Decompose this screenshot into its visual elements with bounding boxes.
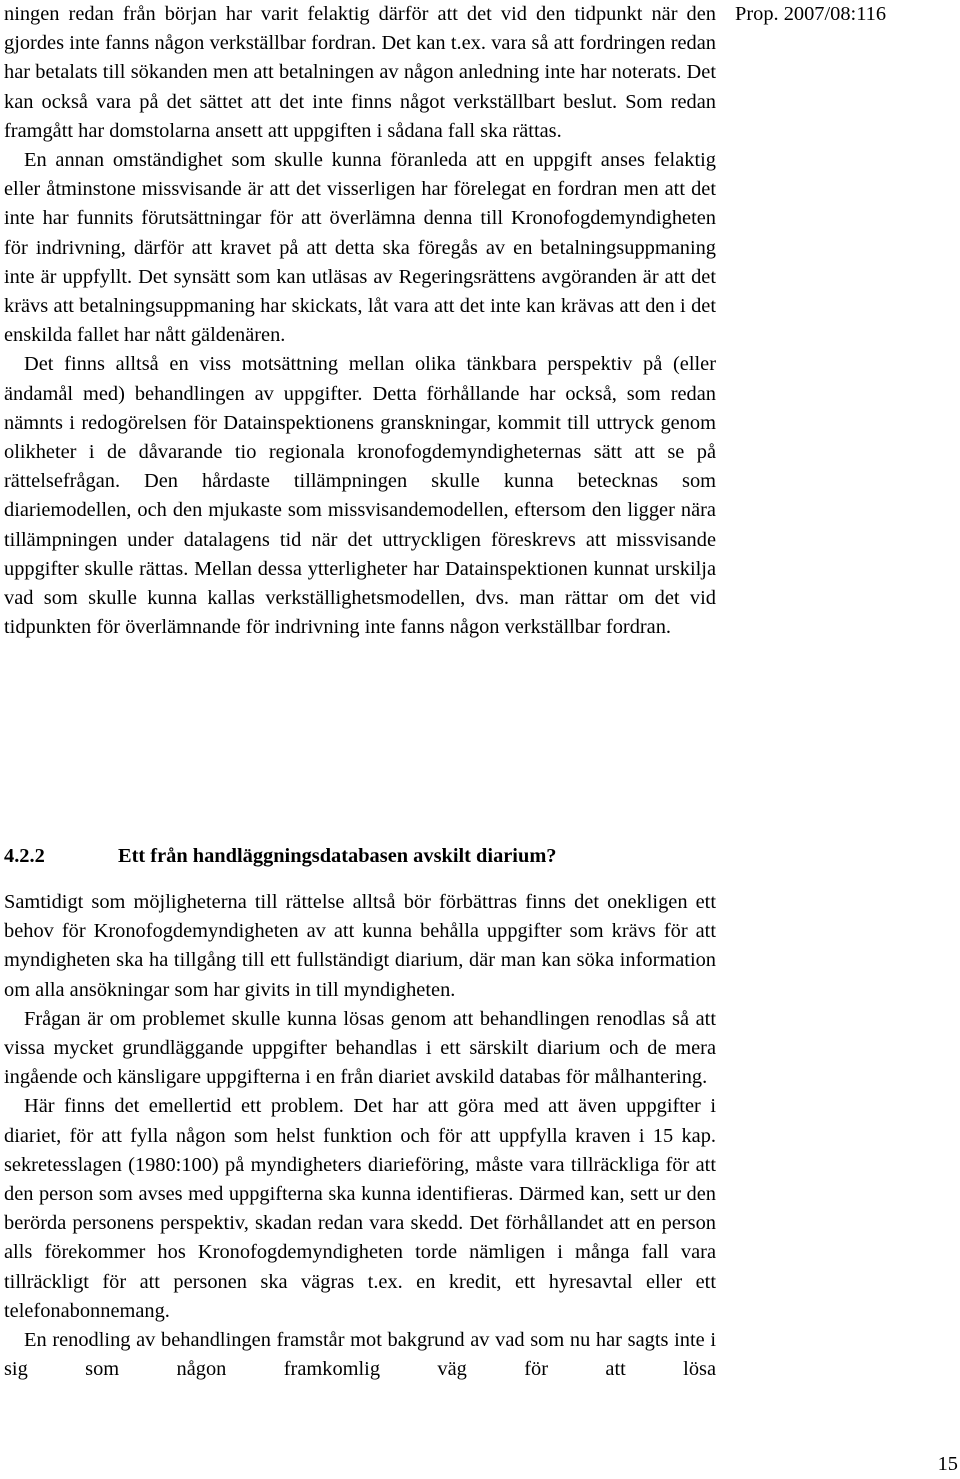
section-number: 4.2.2 bbox=[4, 845, 45, 867]
page-number: 15 bbox=[937, 1453, 958, 1475]
paragraph-continued: ningen redan från början har varit felaktig därför att det vid den tidpunkt när den gjordes inte fanns någon verkställbar fordran. Det kan t.ex. vara så att fordringen redan har betalats till sökanden men att betalningen av någon anledning inte har noterats. Det kan också vara på det sättet att det inte finns något verkställbart beslut. Som redan framgått har domstolarna ansett att uppgiften i sådana fall ska rättas. bbox=[4, 3, 716, 142]
paragraph: Samtidigt som möjligheterna till rättelse alltså bör förbättras finns det onekligen ett behov för Kronofogdemyndigheten av att kunna behålla uppgifter som krävs för att myndigheten ska ha tillgång till ett fullständigt diarium, där man kan söka information om alla ansökningar som har givits in till myndigheten. bbox=[4, 891, 716, 1001]
paragraph-last: En renodling av behandlingen framstår mot bakgrund av vad som nu har sagts inte i sig som någon framkomlig väg för att lösa bbox=[4, 1329, 716, 1381]
paragraph: En annan omständighet som skulle kunna föranleda att en uppgift anses felaktig eller åtminstone missvisande är att det visserligen har förelegat en fordran men att det inte har funnits förutsättningar för att överlämna denna till Kronofogdemyndigheten för indrivning, därför att kravet på att detta ska föregås av en betalningsuppmaning inte är uppfyllt. Det synsätt som kan utläsas av Regeringsrättens avgöranden är att det krävs att betalningsuppmaning har skickats, låt vara att det inte kan krävas att den i det enskilda fallet har nått gäldenären. bbox=[4, 149, 716, 347]
paragraph: Frågan är om problemet skulle kunna lösas genom att behandlingen renodlas så att vissa mycket grundläggande uppgifter behandlas i ett särskilt diarium och de mera ingående och känsligare uppgifterna i en från diariet avskild databas för målhantering. bbox=[4, 1007, 716, 1089]
section-title: Ett från handläggningsdatabasen avskilt diarium? bbox=[118, 845, 557, 867]
paragraph: Här finns det emellertid ett problem. Det har att göra med att även uppgifter i diariet, för att fylla någon som helst funktion och för att uppfylla kraven i 15 kap. sekretesslagen (1980:100) på myndigheters diarieföring, måste vara tillräckliga för att den person som avses med uppgifterna ska kunna identifieras. Därmed kan, sett ur den berörda personens perspektiv, skadan redan vara skedd. Det förhållandet att en person alls förekommer hos Kronofogdemyndigheten torde nämligen i många fall vara tillräckligt för att personen ska vägras t.ex. en kredit, ett hyresavtal eller ett telefonabonnemang. bbox=[4, 1095, 716, 1322]
paragraph: Det finns alltså en viss motsättning mellan olika tänkbara perspektiv på (eller ändamål med) behandlingen av uppgifter. Detta förhållande har också, som redan nämnts i redogörelsen för Datainspektionens granskningar, kommit till uttryck genom olikheter i de dåvarande tio regionala kronofogdemyndigheternas sätt att se på rättelsefrågan. Den hårdaste tillämpningen skulle kunna betecknas som diariemodellen, och den mjukaste som missvisandemodellen, eftersom den ligger nära tillämpningen under datalagens tid när det uttryckligen föreskrevs att missvisande uppgifter skulle rättas. Mellan dessa ytterligheter har Datainspektionen kunnat urskilja vad som skulle kunna kallas verkställighetsmodellen, dvs. man rättar om det vid tidpunkten för överlämnande för indrivning inte fanns någon verkställbar fordran. bbox=[4, 353, 716, 639]
section-body bbox=[4, 888, 716, 1384]
proposition-reference: Prop. 2007/08:116 bbox=[735, 3, 887, 25]
body-text bbox=[4, 0, 716, 642]
section-heading bbox=[4, 842, 716, 871]
